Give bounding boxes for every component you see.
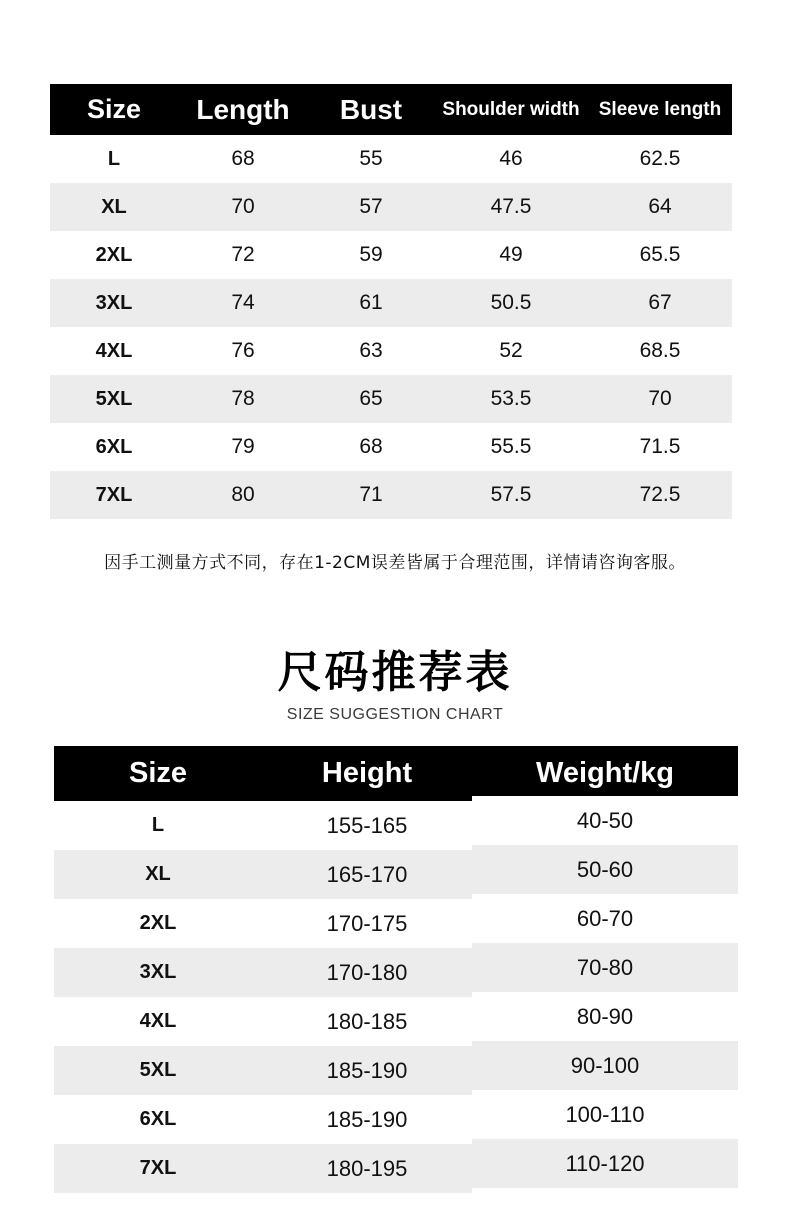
cell-weight: 50-60 [472,845,738,894]
cell-shoulder: 53.5 [434,375,588,423]
cell-bust: 63 [308,327,434,375]
cell-height: 185-190 [262,1046,472,1095]
measurement-note: 因手工测量方式不同，存在1-2CM误差皆属于合理范围，详情请咨询客服。 [104,553,686,573]
cell-height: 165-170 [262,850,472,899]
cell-weight: 40-50 [472,796,738,845]
column-header-shoulder-width: Shoulder width [434,84,588,135]
table-row [54,1046,738,1095]
cell-weight: 100-110 [472,1090,738,1139]
cell-size: 4XL [54,997,262,1046]
cell-size: 5XL [54,1046,262,1095]
table-row [54,1144,738,1193]
cell-size: XL [54,850,262,899]
cell-bust: 55 [308,135,434,183]
cell-size: 3XL [50,279,178,327]
cell-bust: 57 [308,183,434,231]
cell-shoulder: 47.5 [434,183,588,231]
cell-size: 6XL [54,1095,262,1144]
section-title: 尺码推荐表 [277,647,513,698]
cell-size: 4XL [50,327,178,375]
table-row [50,471,732,519]
cell-height: 155-165 [262,801,472,850]
cell-length: 68 [178,135,308,183]
cell-length: 74 [178,279,308,327]
table-row [54,899,738,948]
suggestion-table-header [54,746,738,801]
table-row [50,135,732,183]
cell-weight: 90-100 [472,1041,738,1090]
size-suggestion-table [54,746,738,1193]
cell-size: L [54,801,262,850]
cell-length: 70 [178,183,308,231]
cell-length: 79 [178,423,308,471]
cell-sleeve: 68.5 [588,327,732,375]
table-row [50,327,732,375]
cell-bust: 61 [308,279,434,327]
cell-height: 180-195 [262,1144,472,1193]
cell-sleeve: 65.5 [588,231,732,279]
cell-height: 170-175 [262,899,472,948]
cell-length: 80 [178,471,308,519]
cell-size: 3XL [54,948,262,997]
cell-height: 170-180 [262,948,472,997]
table-row [54,850,738,899]
table-row [50,375,732,423]
table-row [54,1095,738,1144]
column-header-sleeve-length: Sleeve length [588,84,732,135]
measurement-table [50,84,732,519]
cell-length: 78 [178,375,308,423]
cell-size: 2XL [50,231,178,279]
cell-shoulder: 57.5 [434,471,588,519]
cell-weight: 110-120 [472,1139,738,1188]
section-subtitle: SIZE SUGGESTION CHART [286,706,504,723]
measurement-table-body [50,135,732,519]
cell-size: 7XL [54,1144,262,1193]
column-header-bust: Bust [308,84,434,135]
measurement-table-header [50,84,732,135]
cell-size: 5XL [50,375,178,423]
column-header-size: Size [54,746,262,801]
cell-bust: 65 [308,375,434,423]
table-row [50,423,732,471]
cell-bust: 71 [308,471,434,519]
cell-shoulder: 49 [434,231,588,279]
suggestion-table-body [54,801,738,1193]
table-row [50,231,732,279]
cell-shoulder: 50.5 [434,279,588,327]
column-header-weight: Weight/kg [472,746,738,801]
column-header-height: Height [262,746,472,801]
cell-height: 180-185 [262,997,472,1046]
table-row [54,801,738,850]
cell-size: XL [50,183,178,231]
cell-shoulder: 46 [434,135,588,183]
table-header-row [50,84,732,135]
table-row [50,279,732,327]
table-row [54,997,738,1046]
cell-weight: 60-70 [472,894,738,943]
cell-size: 2XL [54,899,262,948]
cell-size: L [50,135,178,183]
table-header-row [54,746,738,801]
cell-sleeve: 64 [588,183,732,231]
cell-sleeve: 70 [588,375,732,423]
cell-length: 72 [178,231,308,279]
cell-shoulder: 55.5 [434,423,588,471]
cell-sleeve: 71.5 [588,423,732,471]
cell-bust: 68 [308,423,434,471]
cell-height: 185-190 [262,1095,472,1144]
table-row [54,948,738,997]
cell-size: 7XL [50,471,178,519]
table-row [50,183,732,231]
cell-size: 6XL [50,423,178,471]
cell-length: 76 [178,327,308,375]
column-header-length: Length [178,84,308,135]
cell-sleeve: 72.5 [588,471,732,519]
column-header-size: Size [50,84,178,135]
cell-sleeve: 62.5 [588,135,732,183]
cell-sleeve: 67 [588,279,732,327]
cell-weight: 80-90 [472,992,738,1041]
cell-weight: 70-80 [472,943,738,992]
cell-bust: 59 [308,231,434,279]
cell-shoulder: 52 [434,327,588,375]
